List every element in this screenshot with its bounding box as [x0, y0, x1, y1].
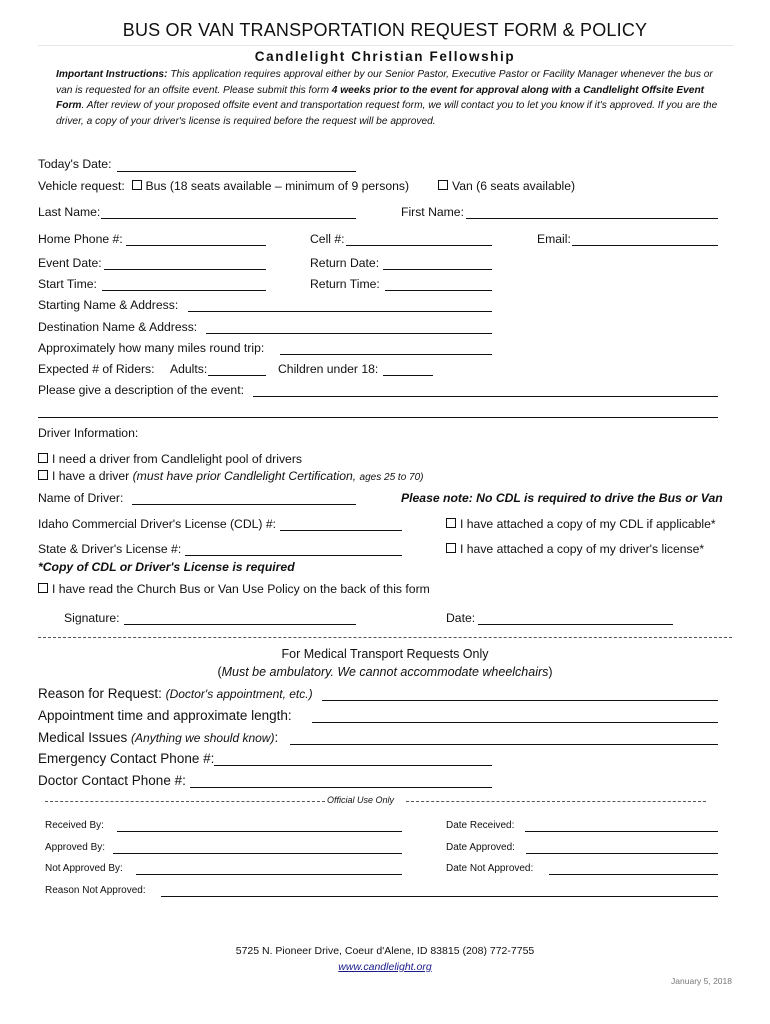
starting-address-label: Starting Name & Address: [38, 298, 179, 312]
policy-read-option [38, 582, 430, 596]
idaho-cdl-label: Idaho Commercial Driver's License (CDL) #: [38, 517, 277, 531]
signature-date-label: Date: [446, 611, 476, 625]
van-option-label: Van (6 seats available) [452, 179, 576, 193]
medical-issues-colon: : [274, 730, 279, 745]
footer-address: 5725 N. Pioneer Drive, Coeur d'Alene, ID 83815 (208) 772-7755 [235, 945, 535, 957]
appointment-label: Appointment time and approximate length: [38, 708, 292, 723]
copy-required-note: *Copy of CDL or Driver's License is required [38, 560, 295, 574]
return-time-label: Return Time: [310, 277, 380, 291]
last-name-field[interactable] [101, 218, 356, 219]
driver-name-field[interactable] [132, 504, 356, 505]
home-phone-label: Home Phone #: [38, 232, 123, 246]
section-divider [38, 637, 732, 638]
approved-by-field[interactable] [113, 853, 402, 854]
reason-field[interactable] [322, 700, 718, 701]
van-checkbox[interactable] [438, 180, 448, 190]
policy-read-label: I have read the Church Bus or Van Use Policy on the back of this form [52, 582, 430, 596]
cdl-copy-option [446, 517, 716, 531]
appointment-field[interactable] [312, 722, 718, 723]
start-time-field[interactable] [102, 290, 266, 291]
date-received-field[interactable] [525, 831, 718, 832]
cell-label: Cell #: [310, 232, 345, 246]
date-approved-field[interactable] [526, 853, 718, 854]
event-date-field[interactable] [104, 269, 266, 270]
have-driver-note: (must have prior Candlelight Certification, [132, 469, 360, 483]
return-time-field[interactable] [385, 290, 492, 291]
medical-issues-text: Medical Issues [38, 730, 132, 745]
instructions-text-1: This application requires approval either by our Senior Pastor, Executive Pastor or Facility Manager whenever the bus or van is requested for an offsite event. Please submit this form [56, 69, 713, 96]
home-phone-field[interactable] [126, 245, 266, 246]
starting-address-field[interactable] [188, 311, 492, 312]
medical-issues-label [38, 730, 278, 745]
instructions [56, 67, 721, 129]
todays-date-label: Today's Date: [38, 157, 112, 171]
doctor-contact-field[interactable] [190, 787, 492, 788]
not-approved-by-label: Not Approved By: [45, 863, 123, 874]
last-name-label: Last Name: [38, 205, 101, 219]
cdl-note: Please note: No CDL is required to drive the Bus or Van [401, 491, 723, 505]
license-copy-option [446, 542, 704, 556]
reason-not-approved-label: Reason Not Approved: [45, 885, 146, 896]
medical-subheading-text: Must be ambulatory. We cannot accommodate wheelchairs [221, 665, 549, 679]
medical-subheading-open: ( [217, 665, 222, 679]
state-license-label: State & Driver's License #: [38, 542, 182, 556]
todays-date-field[interactable] [117, 171, 356, 172]
emergency-contact-field[interactable] [214, 765, 492, 766]
license-copy-label: I have attached a copy of my driver's license* [460, 542, 705, 556]
state-license-field[interactable] [185, 555, 402, 556]
instructions-deadline: 4 weeks prior to the event for approval along with a Candlelight Offsite Event Form [56, 84, 705, 112]
date-not-approved-field[interactable] [549, 874, 718, 875]
bus-option-label: Bus (18 seats available – minimum of 9 persons) [145, 179, 410, 193]
description-field-line-1[interactable] [253, 396, 718, 397]
have-driver-label: I have a driver [52, 469, 133, 483]
miles-field[interactable] [280, 354, 492, 355]
driver-info-heading: Driver Information: [38, 426, 139, 440]
footer-website-link[interactable]: www.candlelight.org [338, 961, 432, 973]
need-driver-option [38, 452, 302, 466]
medical-issues-hint: (Anything we should know) [131, 731, 275, 745]
emergency-contact-label: Emergency Contact Phone #: [38, 751, 215, 766]
bus-checkbox[interactable] [132, 180, 142, 190]
official-divider-left [45, 801, 325, 802]
title-divider [38, 45, 733, 46]
instructions-text-2: . After review of your proposed offsite event and transportation request form, we will contact you to let you know if it's approved. If you are the driver, a copy of your driver's license is required before the request will be approved. [56, 100, 718, 127]
miles-label: Approximately how many miles round trip: [38, 341, 265, 355]
instructions-lead: Important Instructions: [56, 69, 168, 80]
need-driver-label: I need a driver from Candlelight pool of drivers [52, 452, 302, 466]
organization-name: Candlelight Christian Fellowship [254, 49, 516, 64]
cell-field[interactable] [346, 245, 492, 246]
children-label: Children under 18: [278, 362, 379, 376]
destination-address-label: Destination Name & Address: [38, 320, 198, 334]
cdl-copy-label: I have attached a copy of my CDL if applicable* [460, 517, 716, 531]
medical-subheading [0, 665, 770, 679]
official-divider-right [406, 801, 706, 802]
official-use-label: Official Use Only [327, 795, 395, 805]
not-approved-by-field[interactable] [136, 874, 402, 875]
driver-name-label: Name of Driver: [38, 491, 124, 505]
have-driver-checkbox[interactable] [38, 470, 48, 480]
idaho-cdl-field[interactable] [280, 530, 402, 531]
description-field-line-2[interactable] [38, 417, 718, 418]
doctor-contact-label: Doctor Contact Phone #: [38, 773, 186, 788]
destination-address-field[interactable] [206, 333, 492, 334]
email-label: Email: [537, 232, 571, 246]
vehicle-request-label: Vehicle request: [38, 179, 125, 193]
vehicle-request-row [38, 179, 409, 193]
medical-heading: For Medical Transport Requests Only [281, 647, 489, 661]
adults-field[interactable] [208, 375, 266, 376]
adults-label: Adults: [170, 362, 208, 376]
date-not-approved-label: Date Not Approved: [446, 863, 534, 874]
medical-subheading-close: ) [548, 665, 553, 679]
riders-label: Expected # of Riders: [38, 362, 155, 376]
revision-date: January 5, 2018 [671, 976, 732, 986]
reason-label [38, 686, 313, 701]
license-copy-checkbox[interactable] [446, 543, 456, 553]
return-date-label: Return Date: [310, 256, 380, 270]
reason-hint: (Doctor's appointment, etc.) [165, 687, 313, 701]
medical-issues-field[interactable] [290, 744, 718, 745]
date-received-label: Date Received: [446, 820, 515, 831]
email-field[interactable] [572, 245, 718, 246]
have-driver-option [38, 469, 423, 483]
date-approved-label: Date Approved: [446, 842, 515, 853]
reason-not-approved-field[interactable] [161, 896, 718, 897]
have-driver-ages: ages 25 to 70) [359, 472, 424, 483]
signature-field[interactable] [124, 624, 356, 625]
need-driver-checkbox[interactable] [38, 453, 48, 463]
start-time-label: Start Time: [38, 277, 97, 291]
first-name-label: First Name: [401, 205, 464, 219]
received-by-field[interactable] [117, 831, 402, 832]
first-name-field[interactable] [466, 218, 718, 219]
received-by-label: Received By: [45, 820, 104, 831]
form-title: BUS OR VAN TRANSPORTATION REQUEST FORM & POLICY [122, 20, 648, 40]
event-date-label: Event Date: [38, 256, 102, 270]
policy-read-checkbox[interactable] [38, 583, 48, 593]
reason-label-text: Reason for Request: [38, 686, 166, 701]
signature-date-field[interactable] [478, 624, 673, 625]
cdl-copy-checkbox[interactable] [446, 518, 456, 528]
approved-by-label: Approved By: [45, 842, 106, 853]
van-option [438, 179, 575, 193]
signature-label: Signature: [64, 611, 120, 625]
footer-website-wrap [0, 961, 770, 973]
description-label: Please give a description of the event: [38, 383, 244, 397]
return-date-field[interactable] [383, 269, 492, 270]
children-field[interactable] [383, 375, 433, 376]
